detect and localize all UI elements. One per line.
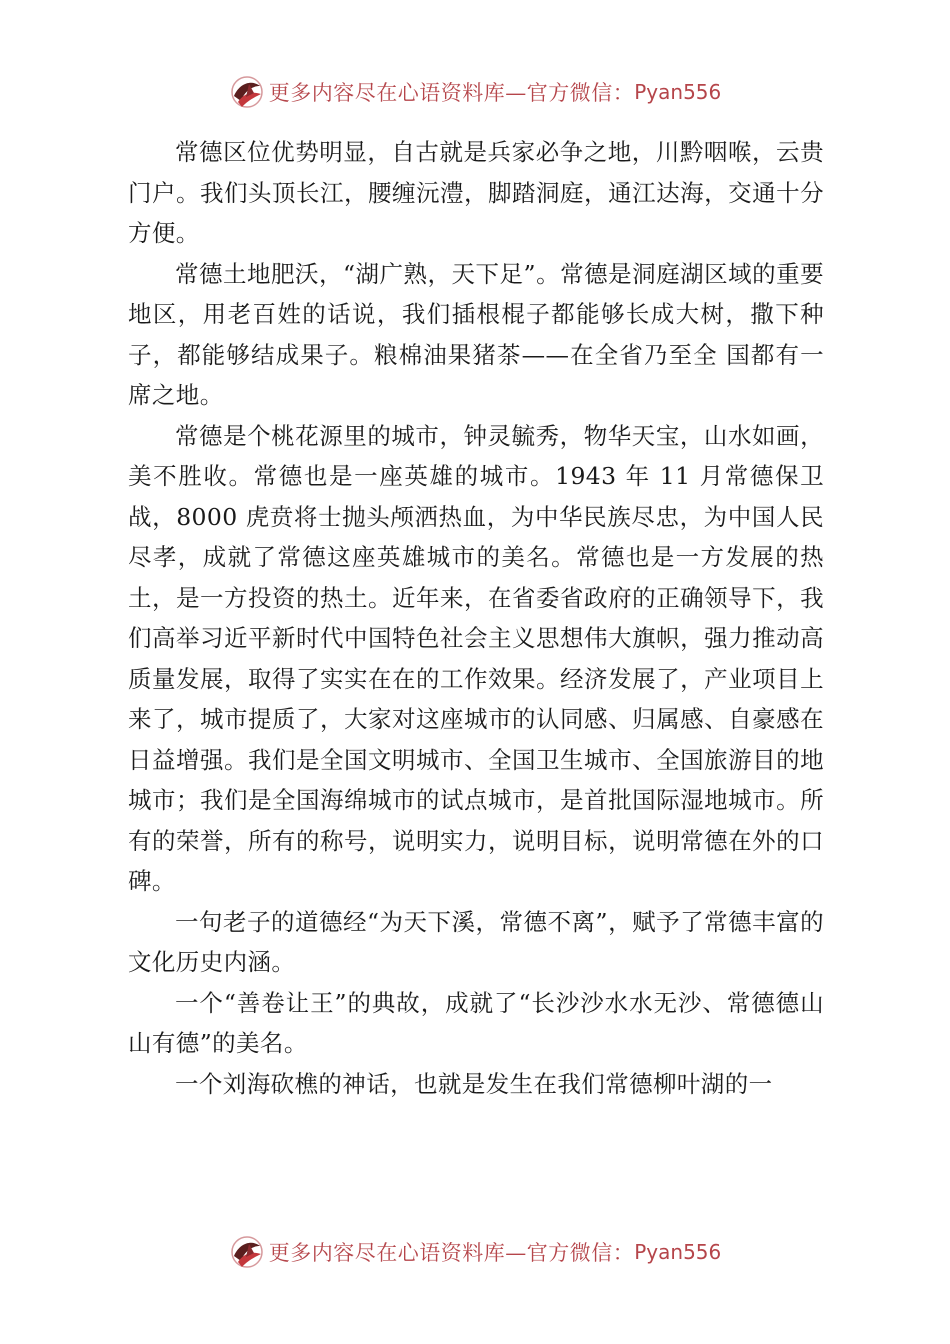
header-banner bbox=[0, 70, 950, 114]
footer-banner bbox=[0, 1230, 950, 1274]
ribbon-logo-icon bbox=[229, 74, 265, 110]
banner-text: 更多内容尽在心语资料库—官方微信： bbox=[268, 81, 635, 105]
paragraph: 一句老子的道德经“为天下溪，常德不离”，赋予了常德丰富的文化历史内涵。 bbox=[128, 907, 824, 976]
document-body bbox=[128, 132, 824, 1104]
paragraph: 一个刘海砍樵的神话，也就是发生在我们常德柳叶湖的一 bbox=[175, 1069, 773, 1098]
paragraph: 常德土地肥沃，“湖广熟，天下足”。常德是洞庭湖区域的重要地区，用老百姓的话说，我们插根棍子都能够长成大树，撒下种子，都能够结成果子。粮棉油果猪茶——在全省乃至全 国都有一席之地。 bbox=[128, 259, 824, 409]
banner-wechat-id: Pyan556 bbox=[634, 1240, 722, 1264]
banner-text: 更多内容尽在心语资料库—官方微信： bbox=[268, 1241, 635, 1265]
paragraph: 常德是个桃花源里的城市，钟灵毓秀，物华天宝，山水如画，美不胜收。常德也是一座英雄的城市。1943 年 11 月常德保卫战，8000 虎贲将士抛头颅洒热血，为中华民族尽忠，为中国人民尽孝，成就了常德这座英雄城市的美名。常德也是一方发展的热土，是一方投资的热土。近年来，在省委省政府的正确领导下，我们高举习近平新时代中国特色社会主义思想伟大旗帜，强力推动高质量发展，取得了实实在在的工作效果。经济发展了，产业项目上来了，城市提质了，大家对这座城市的认同感、归属感、自豪感在日益增强。我们是全国文明城市、全国卫生城市、全国旅游目的地城市；我们是全国海绵城市的试点城市，是首批国际湿地城市。所有的荣誉，所有的称号，说明实力，说明目标，说明常德在外的口碑。 bbox=[128, 421, 824, 895]
paragraph: 常德区位优势明显，自古就是兵家必争之地，川黔咽喉，云贵门户。我们头顶长江，腰缠沅澧，脚踏洞庭，通江达海，交通十分方便。 bbox=[128, 138, 824, 247]
paragraph: 一个“善卷让王”的典故，成就了“长沙沙水水无沙、常德德山山有德”的美名。 bbox=[128, 988, 824, 1057]
ribbon-logo-icon bbox=[229, 1234, 265, 1270]
banner-wechat-id: Pyan556 bbox=[634, 80, 722, 104]
